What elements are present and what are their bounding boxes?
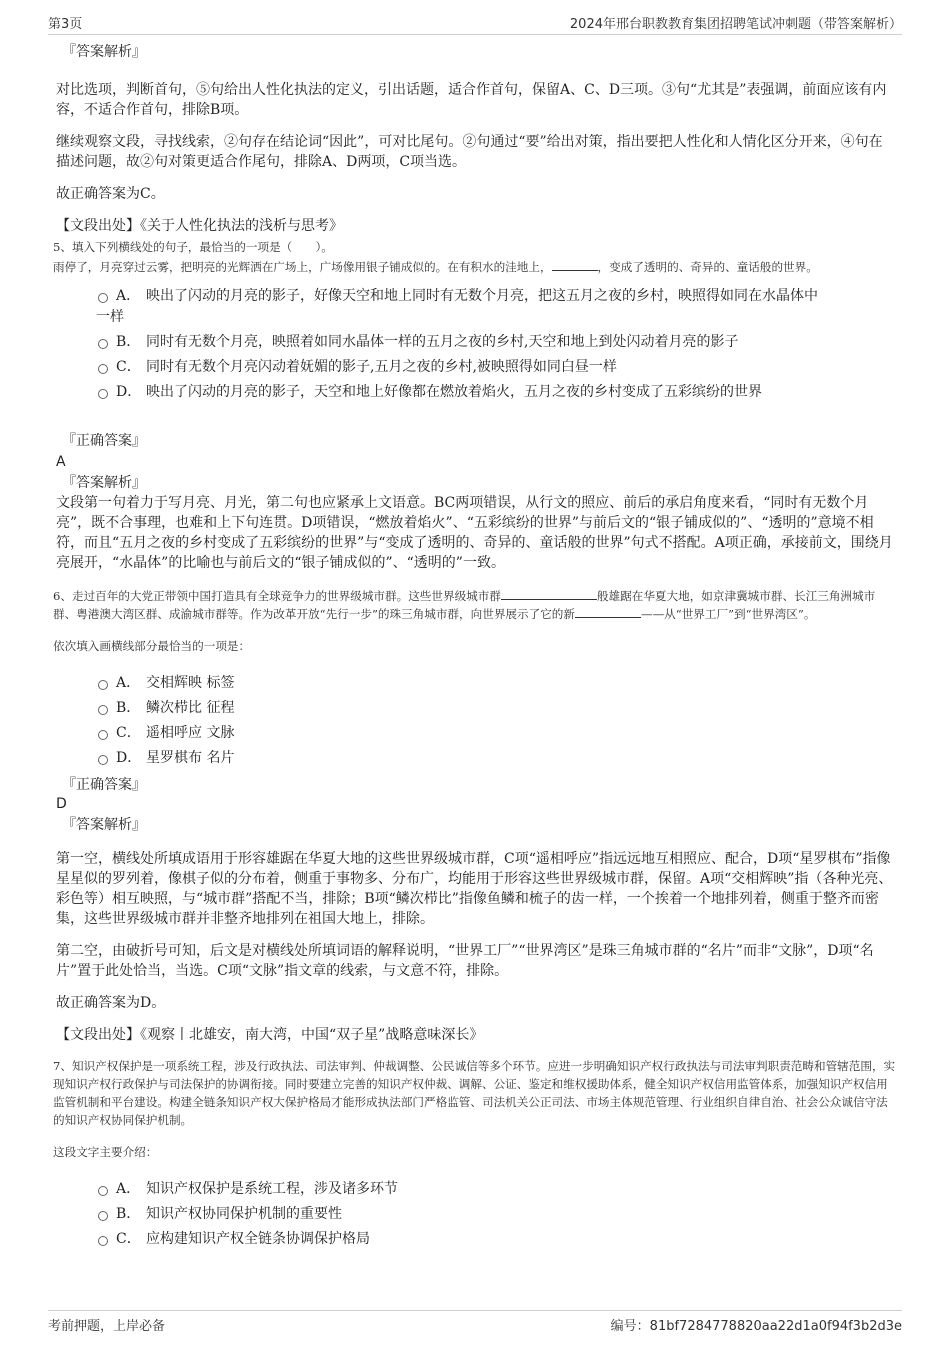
- q5-analysis-label: 『答案解析』: [62, 475, 146, 491]
- q6-source-label: 【文段出处】: [56, 1027, 140, 1043]
- q4-analysis-conclusion: 故正确答案为C。: [56, 186, 165, 202]
- q6-analysis-para2: 第二空，由破折号可知，后文是对横线处所填词语的解释说明，“世界工厂”“世界湾区”是珠三角城市群的“名片”而非“文脉”，D项“名片”置于此处恰当，当选。C项“文脉”指文章的线索，与文意不符，排除。: [56, 943, 874, 979]
- radio-button-icon[interactable]: [98, 389, 108, 399]
- radio-button-icon[interactable]: [98, 1236, 108, 1246]
- q5-stem: 5、填入下列横线处的句子，最恰当的一项是（ ）。: [53, 240, 333, 254]
- option-text: 知识产权保护是系统工程，涉及诸多环节: [146, 1181, 398, 1197]
- radio-button-icon[interactable]: [98, 364, 108, 374]
- option-text: 映出了闪动的月亮的影子，好像天空和地上同时有无数个月亮，把这五月之夜的乡村，映照得如同在水晶体中: [146, 288, 818, 304]
- radio-button-icon[interactable]: [98, 339, 108, 349]
- q6-analysis-conclusion: 故正确答案为D。: [56, 995, 166, 1011]
- option-text: 遥相呼应 文脉: [146, 725, 235, 741]
- document-id: 编号：81bf7284778820aa22d1a0f94f3b2d3e: [610, 1319, 902, 1334]
- q6-correct-answer: D: [56, 796, 67, 812]
- page-footer: [48, 1310, 902, 1341]
- q6-stem-middle: 般雄踞在华夏大地，如京津冀城市群、长江三角洲城市群、粤港澳大湾区群、成渝城市群等。作为改革开放“先行一步”的珠三角城市群，向世界展示了它的新: [53, 589, 876, 621]
- q5-passage-end: ，变成了透明的、奇异的、童话般的世界。: [597, 260, 818, 274]
- q5-option-c[interactable]: [56, 357, 896, 378]
- q5-correct-label: 『正确答案』: [62, 433, 146, 449]
- footer-slogan: 考前押题，上岸必备: [48, 1319, 166, 1334]
- q6-option-a[interactable]: [56, 673, 896, 694]
- q4-source: [56, 216, 896, 236]
- option-letter: A．: [116, 1181, 141, 1197]
- q6-stem: [53, 587, 896, 623]
- document-title: 2024年邢台职教教育集团招聘笔试冲刺题（带答案解析）: [569, 17, 902, 32]
- q5-blank: [552, 258, 598, 271]
- option-text: 鳞次栉比 征程: [146, 700, 235, 716]
- option-text: 同时有无数个月亮闪动着妩媚的影子,五月之夜的乡村,被映照得如同白昼一样: [146, 359, 617, 375]
- option-letter: A．: [116, 675, 141, 691]
- q4-source-label: 【文段出处】: [56, 218, 140, 234]
- q7-prompt: 这段文字主要介绍：: [53, 1145, 158, 1159]
- q4-analysis-para1: 对比选项，判断首句，⑤句给出人性化执法的定义，引出话题，适合作首句，保留A、C、D三项。③句“尤其是”表强调，前面应该有内容，不适合作首句，排除B项。: [56, 82, 887, 118]
- option-letter: D．: [116, 750, 142, 766]
- radio-button-icon[interactable]: [98, 730, 108, 740]
- q6-correct-label: 『正确答案』: [62, 777, 146, 793]
- q6-prompt: 依次填入画横线部分最恰当的一项是：: [53, 639, 251, 653]
- radio-button-icon[interactable]: [98, 1211, 108, 1221]
- option-letter: C．: [116, 359, 141, 375]
- q5-option-a[interactable]: [56, 286, 896, 328]
- option-letter: B．: [116, 700, 141, 716]
- q6-blank-2: [575, 605, 641, 618]
- q6-option-b[interactable]: [56, 698, 896, 719]
- option-text-continued: 一样: [96, 309, 124, 325]
- radio-button-icon[interactable]: [98, 680, 108, 690]
- q6-option-d[interactable]: [56, 748, 896, 769]
- q4-source-title: 《关于人性化执法的浅析与思考》: [140, 218, 343, 234]
- option-text: 映出了闪动的月亮的影子，天空和地上好像都在燃放着焰火，五月之夜的乡村变成了五彩缤纷的世界: [146, 384, 762, 400]
- page-number: 第3页: [48, 17, 83, 32]
- q5-passage-start: 雨停了，月亮穿过云雾，把明亮的光辉洒在广场上，广场像用银子铺成似的。在有积水的洼地上，: [53, 260, 552, 274]
- q5-option-d[interactable]: [56, 382, 896, 403]
- q7-options: [56, 1179, 896, 1250]
- q6-analysis-label: 『答案解析』: [62, 817, 146, 833]
- q7-stem: 7、知识产权保护是一项系统工程，涉及行政执法、司法审判、仲裁调整、公民诚信等多个环节。应进一步明确知识产权行政执法与司法审判职责范畴和管辖范围，实现知识产权行政保护与司法保护的协调衔接。同时要建立完善的知识产权仲裁、调解、公证、鉴定和维权援助体系，健全知识产权信用监管体系，加强知识产权信用监管机制和平台建设。构建全链条知识产权大保护格局才能形成执法部门严格监管、司法机关公正司法、市场主体规范管理、行业组织自律自治、社会公众诚信守法的知识产权协同保护机制。: [53, 1059, 896, 1127]
- document-body: [53, 42, 896, 1250]
- radio-button-icon[interactable]: [98, 293, 108, 303]
- option-text: 应构建知识产权全链条协调保护格局: [146, 1231, 370, 1247]
- radio-button-icon[interactable]: [98, 1186, 108, 1196]
- option-letter: D．: [116, 384, 142, 400]
- q7-option-a[interactable]: [56, 1179, 896, 1200]
- q6-analysis-para1: 第一空，横线处所填成语用于形容雄踞在华夏大地的这些世界级城市群，C项“遥相呼应”指远远地互相照应、配合，D项“星罗棋布”指像星星似的罗列着，像棋子似的分布着，侧重于事物多、分布广，均能用于形容这些世界级城市群，保留。A项“交相辉映”指（各种光亮、彩色等）相互映照，与“城市群”搭配不当，排除；B项“鳞次栉比”指像鱼鳞和梳子的齿一样，一个挨着一个地排列着，侧重于整齐而密集，这些世界级城市群并非整齐地排列在祖国大地上，排除。: [56, 851, 893, 927]
- q6-stem-end: ——从“世界工厂”到“世界湾区”。: [640, 607, 816, 621]
- q5-passage: [53, 258, 896, 276]
- q4-analysis-label: 『答案解析』: [62, 44, 146, 60]
- option-letter: A．: [116, 288, 141, 304]
- option-letter: B．: [116, 1206, 141, 1222]
- q5-options: [56, 286, 896, 403]
- q5-analysis: 文段第一句着力于写月亮、月光，第二句也应紧承上文语意。BC两项错误，从行文的照应、前后的承启角度来看，“同时有无数个月亮”，既不合事理，也难和上下句连贯。D项错误，“燃放着焰火”、“五彩缤纷的世界”与前后文的“银子铺成似的”、“透明的”意境不相符，而且“五月之夜的乡村变成了五彩缤纷的世界”与“变成了透明的、奇异的、童话般的世界”句式不搭配。A项正确，承接前文，围绕月亮展开，“水晶体”的比喻也与前后文的“银子铺成似的”、“透明的”一致。: [56, 495, 893, 571]
- option-text: 同时有无数个月亮，映照着如同水晶体一样的五月之夜的乡村,天空和地上到处闪动着月亮的影子: [146, 334, 739, 350]
- page-header: [48, 10, 902, 35]
- q5-correct-answer: A: [56, 454, 66, 470]
- option-text: 交相辉映 标签: [146, 675, 235, 691]
- q7-option-c[interactable]: [56, 1229, 896, 1250]
- option-letter: B．: [116, 334, 141, 350]
- q5-option-b[interactable]: [56, 332, 896, 353]
- radio-button-icon[interactable]: [98, 705, 108, 715]
- q7-option-b[interactable]: [56, 1204, 896, 1225]
- q6-stem-start: 6、走过百年的大党正带领中国打造具有全球竞争力的世界级城市群。这些世界级城市群: [53, 589, 501, 603]
- q6-source: [56, 1025, 896, 1045]
- option-text: 星罗棋布 名片: [146, 750, 235, 766]
- q6-option-c[interactable]: [56, 723, 896, 744]
- q6-options: [56, 673, 896, 769]
- q4-analysis-para2: 继续观察文段，寻找线索，②句存在结论词“因此”，可对比尾句。②句通过“要”给出对策，指出要把人性化和人情化区分开来，④句在描述问题，故②句对策更适合作尾句，排除A、D两项，C项当选。: [56, 134, 883, 170]
- option-letter: C．: [116, 1231, 141, 1247]
- radio-button-icon[interactable]: [98, 755, 108, 765]
- q6-blank-1: [501, 587, 597, 600]
- q6-source-title: 《观察丨北雄安，南大湾，中国“双子星”战略意味深长》: [140, 1027, 484, 1043]
- option-text: 知识产权协同保护机制的重要性: [146, 1206, 342, 1222]
- option-letter: C．: [116, 725, 141, 741]
